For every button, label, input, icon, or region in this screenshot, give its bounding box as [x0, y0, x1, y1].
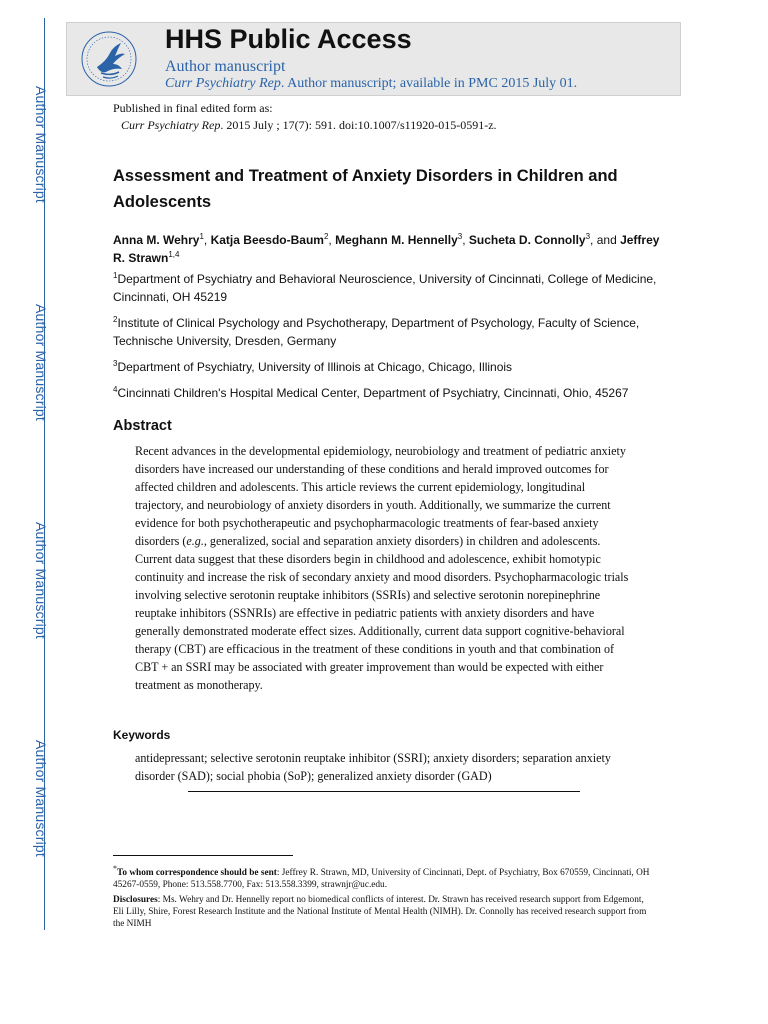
- footnote-marker: *: [113, 863, 117, 873]
- author-name: Meghann M. Hennelly: [335, 233, 458, 247]
- sidebar-label-author-manuscript: Author Manuscript: [33, 304, 49, 422]
- disclosures-text: : Ms. Wehry and Dr. Hennelly report no biomedical conflicts of interest. Dr. Strawn has received research support from Edgemont, Eli Lilly, Shire, Forest Research Institute and the National Institute of Mental Health (NIMH). Dr. Connolly has received research support from the NIMH: [113, 895, 647, 929]
- disclosures-footnote: [113, 894, 653, 930]
- journal-name: Curr Psychiatry Rep: [165, 76, 281, 91]
- author-manuscript-subtitle: Author manuscript: [165, 58, 286, 75]
- section-divider: [188, 791, 580, 792]
- affiliation-text: Department of Psychiatry and Behavioral Neuroscience, University of Cincinnati, College of Medicine, Cincinnati, OH 45219: [113, 272, 657, 304]
- author-name: Sucheta D. Connolly: [468, 233, 586, 247]
- abstract-text-part: , generalized, social and separation anxiety disorders) in children and adolescents. Current data suggest that these disorders begin in childhood and adolescence, exhibit homotypic continuity and increase the risk of secondary anxiety and mood disorders. Psychopharmacologic trials involving selective serotonin reuptake inhibitors (SSRIs) and selective serotonin norepinephrine reuptake inhibitors (SSNRIs) are effective in pediatric patients with anxiety disorders and have generally demonstrated moderate effect sizes. Additionally, current data support cognitive-behavioral therapy (CBT) are efficacious in the treatment of these conditions in youth and that combination of CBT + an SSRI may be associated with greater improvement than would be expected with either treatment as monotherapy.: [135, 534, 629, 692]
- citation-details: . 2015 July ; 17(7): 591. doi:10.1007/s11920-015-0591-z.: [220, 118, 497, 132]
- author-name: Anna M. Wehry: [113, 233, 200, 247]
- hhs-eagle-logo-icon: [79, 29, 139, 89]
- affiliation-number: 1: [113, 271, 118, 280]
- author-separator: ,: [203, 233, 211, 247]
- abstract-eg: e.g.: [186, 534, 204, 548]
- published-label: Published in final edited form as:: [113, 101, 273, 115]
- footnote-rule: [113, 855, 293, 856]
- author-affiliation-number: 3: [457, 232, 463, 241]
- sidebar-label-author-manuscript: Author Manuscript: [33, 522, 49, 640]
- affiliation-number: 4: [113, 385, 118, 394]
- affiliation: [113, 314, 673, 350]
- author-affiliation-number: 2: [323, 232, 329, 241]
- correspondence-footnote: [113, 863, 653, 891]
- affiliation-text: Department of Psychiatry, University of Illinois at Chicago, Chicago, Illinois: [117, 360, 513, 374]
- affiliation-number: 2: [113, 315, 118, 324]
- abstract-heading: Abstract: [113, 418, 172, 434]
- author-name: Katja Beesdo-Baum: [210, 233, 324, 247]
- citation-journal: Curr Psychiatry Rep: [121, 118, 221, 132]
- sidebar-label-author-manuscript: Author Manuscript: [33, 740, 49, 858]
- author-separator: , and: [590, 233, 621, 247]
- keywords-text: antidepressant; selective serotonin reuptake inhibitor (SSRI); anxiety disorders; separation anxiety disorder (SAD); social phobia (SoP); generalized anxiety disorder (GAD): [135, 751, 611, 783]
- affiliation: [113, 270, 673, 306]
- correspondence-label: To whom correspondence should be sent: [117, 868, 277, 878]
- keywords-heading: Keywords: [113, 728, 171, 742]
- abstract-text: [135, 442, 630, 694]
- affiliation-text: Cincinnati Children's Hospital Medical Center, Department of Psychiatry, Cincinnati, Ohio, 45267: [117, 386, 629, 400]
- publication-info: [113, 100, 497, 134]
- affiliation-text: Institute of Clinical Psychology and Psychotherapy, Department of Psychology, Faculty of Science, Technische University, Dresden, Germany: [113, 316, 640, 348]
- affiliation: [113, 384, 673, 402]
- author-name: Jeffrey R. Strawn: [113, 233, 660, 265]
- citation-line: [113, 117, 497, 134]
- author-affiliation-number: 1,4: [168, 250, 180, 259]
- hhs-header-banner: [66, 22, 681, 96]
- author-affiliation-number: 3: [585, 232, 591, 241]
- disclosures-label: Disclosures: [113, 895, 158, 905]
- abstract-text-part: Recent advances in the developmental epidemiology, neurobiology and treatment of pediatric anxiety disorders have increased our understanding of these conditions and herald improved outcomes for affected children and adolescents. This article reviews the current epidemiology, longitudinal trajectory, and neurobiology of anxiety disorders in youth. Additionally, we summarize the current evidence for both psychotherapeutic and psychopharmacologic treatments of fear-based anxiety disorders (: [135, 444, 626, 548]
- affiliation: [113, 358, 673, 376]
- availability-text: . Author manuscript; available in PMC 2015 July 01.: [280, 76, 578, 91]
- correspondence-text: : Jeffrey R. Strawn, MD, University of Cincinnati, Dept. of Psychiatry, Box 670559, Cincinnati, OH 45267-0559, Phone: 513.558.7700, Fax: 513.558.3399, strawnjr@uc.edu.: [113, 868, 650, 890]
- sidebar-label-author-manuscript: Author Manuscript: [33, 86, 49, 204]
- author-affiliation-number: 1: [199, 232, 204, 241]
- hhs-public-access-title: HHS Public Access: [165, 24, 412, 54]
- pmc-availability-line: [165, 76, 577, 92]
- author-list: [113, 231, 673, 267]
- author-separator: ,: [462, 233, 469, 247]
- author-separator: ,: [328, 233, 336, 247]
- article-title: Assessment and Treatment of Anxiety Disorders in Children and Adolescents: [113, 167, 618, 211]
- affiliation-number: 3: [113, 359, 118, 368]
